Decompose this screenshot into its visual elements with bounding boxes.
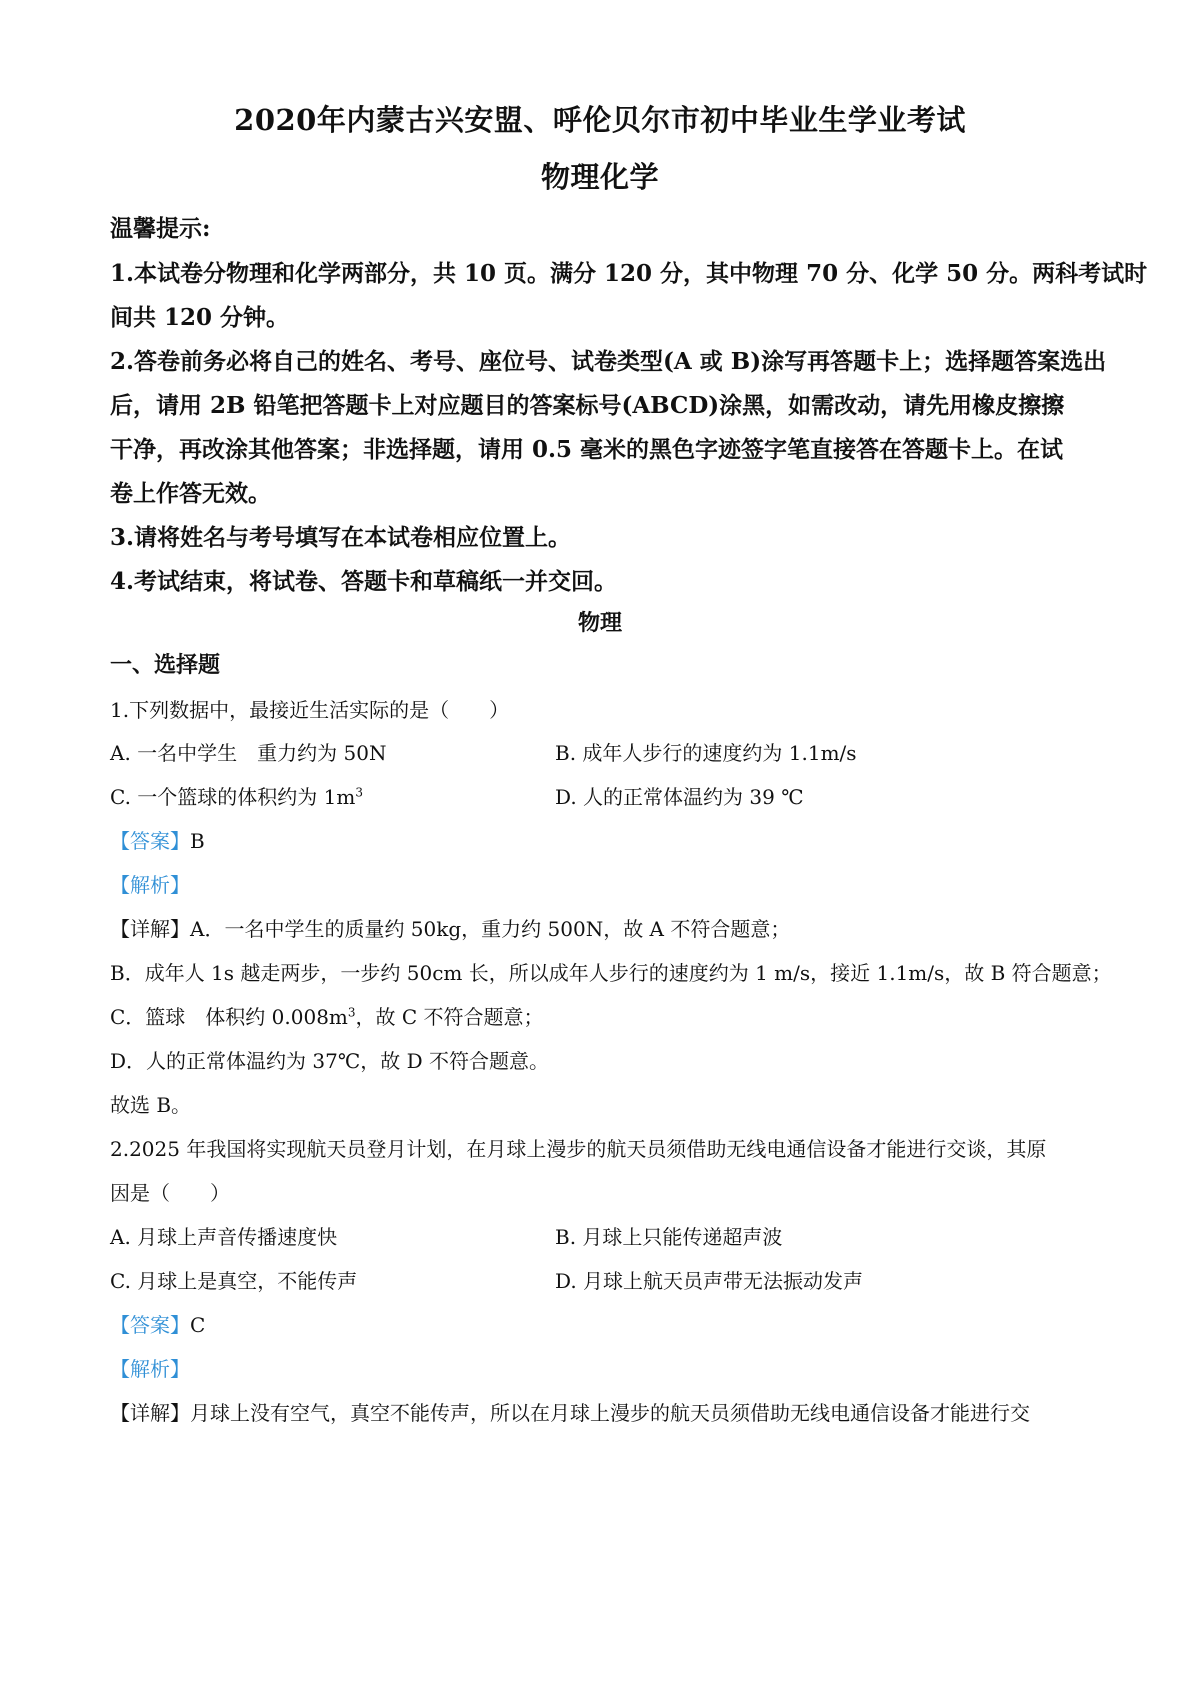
q2-stem-line-2: 因是（ ） (110, 1181, 230, 1205)
q2-option-b: B. 月球上只能传递超声波 (555, 1225, 783, 1249)
exam-title: 2020年内蒙古兴安盟、呼伦贝尔市初中毕业生学业考试 (234, 103, 966, 137)
q1-analysis-tag: 【解析】 (110, 873, 190, 897)
q1-option-c-text: C. 一个篮球的体积约为 1m (110, 785, 356, 809)
notice-item-2-line-1: 2.答卷前务必将自己的姓名、考号、座位号、试卷类型(A 或 B)涂写再答题卡上；选择题答案选出 (110, 348, 1107, 375)
q1-detail-2: B．成年人 1s 越走两步，一步约 50cm 长，所以成年人步行的速度约为 1 m/s，接近 1.1m/s，故 B 符合题意； (110, 961, 1112, 985)
detail-tag: 【详解】 (110, 917, 190, 941)
notice-item-2-line-4: 卷上作答无效。 (110, 480, 271, 507)
q1-option-c-sup: 3 (355, 785, 363, 800)
q2-detail-1 (110, 1397, 1030, 1426)
q1-option-d: D. 人的正常体温约为 39 ℃ (555, 785, 804, 809)
q2-detail-1-text: 月球上没有空气，真空不能传声，所以在月球上漫步的航天员须借助无线电通信设备才能进行交 (190, 1401, 1030, 1425)
notice-item-2-line-2: 后，请用 2B 铅笔把答题卡上对应题目的答案标号(ABCD)涂黑，如需改动，请先用橡皮擦擦 (110, 392, 1065, 419)
q1-option-b: B. 成年人步行的速度约为 1.1m/s (555, 741, 857, 765)
answer-tag: 【答案】 (110, 829, 190, 853)
notice-item-1-line-1: 1.本试卷分物理和化学两部分，共 10 页。满分 120 分，其中物理 70 分、化学 50 分。两科考试时 (110, 260, 1148, 287)
q1-option-a: A. 一名中学生 重力约为 50N (110, 741, 387, 765)
q1-detail-4: D．人的正常体温约为 37℃，故 D 不符合题意。 (110, 1049, 549, 1073)
exam-subtitle: 物理化学 (540, 160, 659, 194)
notice-item-1-line-2: 间共 120 分钟。 (110, 304, 290, 331)
detail-tag: 【详解】 (110, 1401, 190, 1425)
q2-analysis-tag: 【解析】 (110, 1357, 190, 1381)
q1-detail-3 (110, 1001, 544, 1030)
q1-detail-1 (110, 913, 790, 942)
notice-item-2-line-3: 干净，再改涂其他答案；非选择题，请用 0.5 毫米的黑色字迹签字笔直接答在答题卡上。在试 (110, 436, 1064, 463)
q2-option-d: D. 月球上航天员声带无法振动发声 (555, 1269, 864, 1293)
notice-item-4: 4.考试结束，将试卷、答题卡和草稿纸一并交回。 (110, 568, 618, 595)
answer-tag: 【答案】 (110, 1313, 190, 1337)
q1-detail-1-text: A．一名中学生的质量约 50kg，重力约 500N，故 A 不符合题意； (190, 917, 791, 941)
q1-option-c (110, 781, 363, 810)
q2-option-c: C. 月球上是真空，不能传声 (110, 1269, 358, 1293)
q1-answer (110, 825, 205, 854)
subject-heading: 物理 (577, 610, 622, 636)
q1-detail-3-text: C．篮球 体积约 0.008m (110, 1005, 348, 1029)
part-heading: 一、选择题 (110, 652, 221, 678)
q1-detail-3-post: ，故 C 不符合题意； (355, 1005, 544, 1029)
q1-stem: 1.下列数据中，最接近生活实际的是（ ） (110, 698, 510, 722)
notice-item-3: 3.请将姓名与考号填写在本试卷相应位置上。 (110, 524, 572, 551)
q1-conclusion: 故选 B。 (110, 1093, 192, 1117)
q2-stem-line-1: 2.2025 年我国将实现航天员登月计划，在月球上漫步的航天员须借助无线电通信设备才能进行交谈，其原 (110, 1137, 1047, 1161)
q2-answer (110, 1309, 205, 1338)
q1-detail-3-sup: 3 (347, 1005, 356, 1020)
answer-value: C (190, 1313, 206, 1337)
notice-heading: 温馨提示: (110, 215, 211, 242)
answer-value: B (190, 829, 205, 853)
q2-option-a: A. 月球上声音传播速度快 (110, 1225, 338, 1249)
